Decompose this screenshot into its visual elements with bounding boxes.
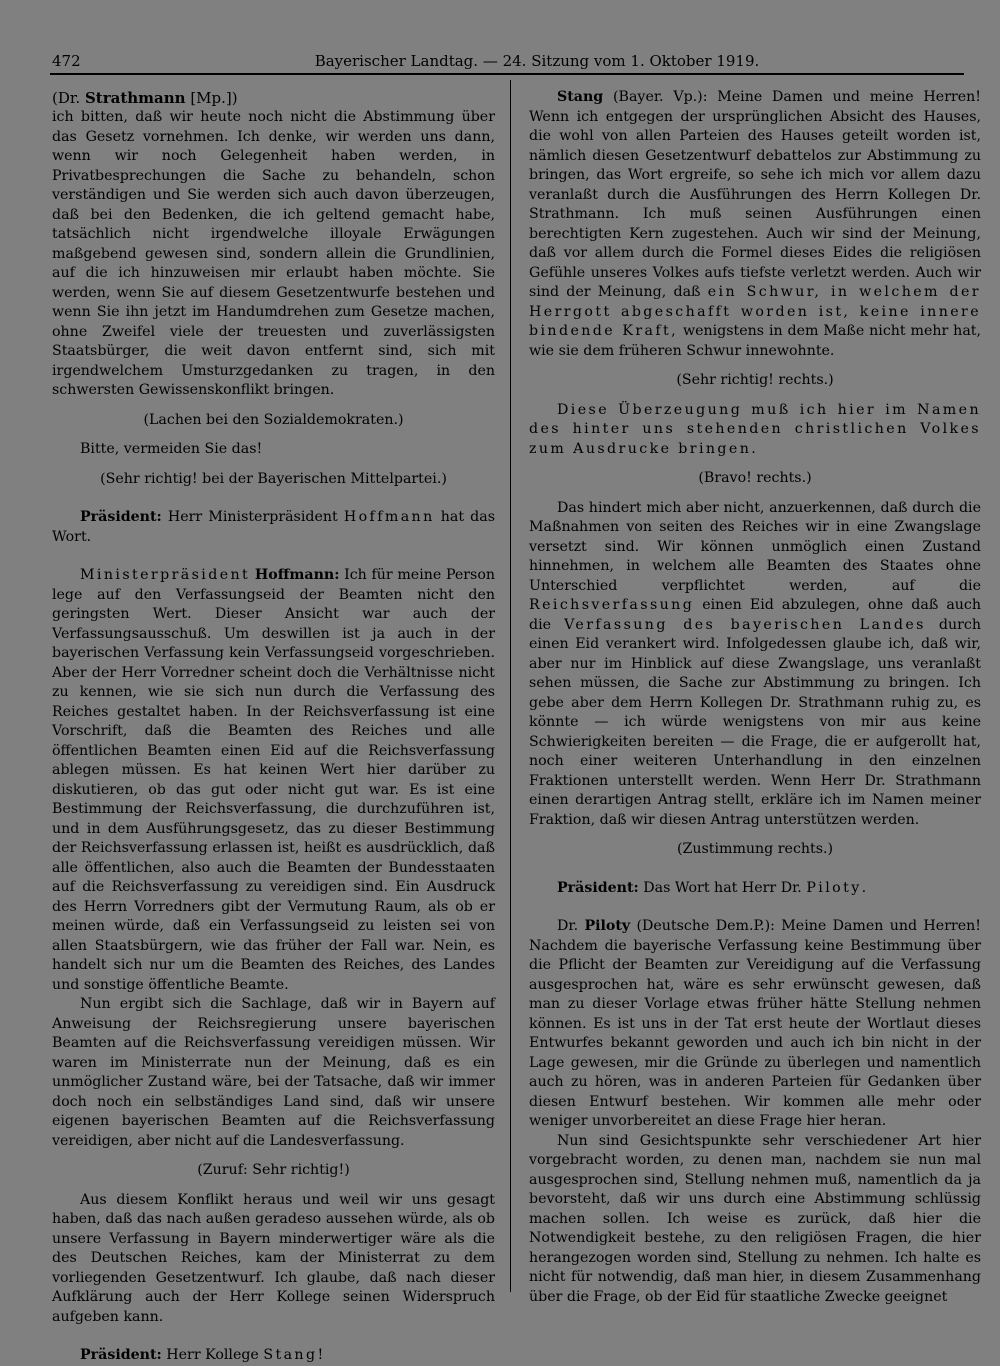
speaker-label: Präsident:	[80, 509, 162, 525]
right-column	[529, 88, 981, 1307]
interjection-note: (Bravo! rechts.)	[698, 470, 812, 486]
speaker-label: Präsident:	[80, 1347, 162, 1363]
column-divider	[510, 80, 511, 1292]
paragraph: Aus diesem Konflikt heraus und weil wir uns gesagt haben, daß das nach außen geradeso aussehen würde, als ob unsere Verfassung in Bayern minderwertiger wäre als die des Deutschen Reiches, kam der Ministerrat zu dem vorliegenden Gesetzentwurf. Ich glaube, daß nach dieser Aufklärung auch der Herr Kollege seinen Widerspruch aufgeben kann.	[52, 1191, 495, 1325]
emphasized-text: Verfassung des bayerischen Landes	[564, 616, 926, 633]
president-statement: Präsident: Das Wort hat Herr Dr. Piloty.	[557, 879, 867, 896]
stang-speech: Stang (Bayer. Vp.): Meine Damen und meine Herren! Wenn ich entgegen der ursprünglichen Absicht des Hauses, die wohl von allen Parteien des Hauses geteilt worden ist, nämlich diesen Gesetzentwurf debattelos zur Abstimmung zu bringen, das Wort ergreife, so sehe ich mich vor allem dazu veranlaßt durch die Ausführungen des Herrn Kollegen Dr. Strathmann. Ich muß seinen Ausführungen einen berechtigten Kern zugestehen. Auch wir sind der Meinung, daß vor allem durch die Formel dieses Eides die religiösen Gefühle unseres Volkes aufs tiefste verletzt werden. Auch wir sind der Meinung, daß ein Schwur, in welchem der Herrgott abgeschafft worden ist, keine innere bindende Kraft, wenigstens in dem Maße nicht mehr hat, wie sie dem früheren Schwur innewohnte.	[529, 89, 981, 359]
paragraph: Bitte, vermeiden Sie das!	[80, 441, 263, 457]
speaker-name: Strathmann	[84, 89, 186, 107]
paragraph: Nun ergibt sich die Sachlage, daß wir in Bayern auf Anweisung der Reichsregierung unsere bayerischen Beamten auf die Reichsverfassung vereidigen müssen. Wir waren im Ministerrate nun der Meinung, daß es ein unmöglicher Zustand wäre, bei der Tatsache, daß wir immer doch noch ein selbständiges Land sind, daß wir unsere eigenen bayerischen Beamten auf die Reichsverfassung vereidigen, aber nicht auf die Landesverfassung.	[52, 996, 495, 1149]
interjection-note: (Zuruf: Sehr richtig!)	[197, 1162, 350, 1178]
paragraph: Nun sind Gesichtspunkte sehr verschiedener Art hier vorgebracht worden, zu denen man, nachdem sie nun mal ausgesprochen sind, Stellung nehmen muß, namentlich da ja bevorsteht, daß wir uns durch eine Abstimmung schlüssig machen sollen. Ich weise es zurück, daß hier die Notwendigkeit bestehe, zu den religiösen Fragen, die hier herangezogen worden sind, Stellung zu nehmen. Ich halte es nicht für notwendig, daß man hier, in diesem Zusammenhang über die Frage, ob der Eid für staatliche Zwecke geeignet	[529, 1132, 981, 1305]
president-statement: Präsident: Herr Kollege Stang!	[80, 1347, 324, 1363]
spaced-name: Stang	[263, 1347, 318, 1363]
speaker-title: Ministerpräsident	[80, 567, 251, 583]
header-rule	[50, 73, 964, 75]
interjection-note: (Sehr richtig! bei der Bayerischen Mittelpartei.)	[100, 470, 447, 487]
spaced-name: Piloty	[806, 879, 862, 896]
page-header	[52, 50, 962, 72]
interjection-note: (Sehr richtig! rechts.)	[676, 372, 834, 388]
president-statement: Präsident: Herr Ministerpräsident Hoffmann hat das Wort.	[52, 509, 495, 545]
interjection-note: (Zustimmung rechts.)	[676, 841, 834, 857]
page-number: 472	[52, 52, 81, 70]
paragraph: ich bitten, daß wir heute noch nicht die Abstimmung über das Gesetz vornehmen. Ich denke, wir werden uns dann, wenn wir noch Gelegenheit haben werden, in Privatbesprechungen die Sache zu behandeln, schon verständigen und Sie werden sich auch davon überzeugen, daß bei den Bedenken, die ich geltend gemacht habe, tatsächlich nicht irgendwelche illoyale Erwägungen maßgebend gewesen sind, sondern allein die Grundlinien, auf die ich hinzuweisen mir erlaubt haben möchte. Sie werden, wenn Sie auf diesem Gesetzentwurfe bestehen und wenn Sie ihn jetzt im Handumdrehen zum Gesetze machen, ohne Zweifel viele der treuesten und zuverlässigsten Staatsbürger, die weit davon entfernt sind, sich mit irgendwelchem Umsturzgedanken zu tragen, in den schwersten Gewissenskonflikt bringen.	[52, 109, 495, 398]
piloty-speech: Dr. Piloty (Deutsche Dem.P.): Meine Damen und Herren! Nachdem die bayerische Verfassung keine Bestimmung über die Pflicht der Beamten zur Vereidigung auf die Verfassung ausgesprochen hat, wäre es sehr erwünscht gewesen, daß man zu dieser Vorlage etwas früher hätte Stellung nehmen können. Es ist uns in der Tat erst heute der Wortlaut dieses Entwurfes bekannt geworden und auch ich bin nicht in der Lage gewesen, mir die Gründe zu überlegen und namentlich auch zu hören, was in anderen Parteien für Gedanken über diesen Entwurf bestehen. Wir kommen alle mehr oder weniger unvorbereitet an diese Frage hier heran.	[529, 918, 981, 1129]
running-title: Bayerischer Landtag. — 24. Sitzung vom 1. Oktober 1919.	[314, 52, 760, 70]
paragraph: Das hindert mich aber nicht, anzuerkennen, daß durch die Maßnahmen von seiten des Reiches wir in eine Zwangslage versetzt sind. Wir können unmöglich einen Zustand hinnehmen, in welchem alle Beamten des Staates ohne Unterschied verpflichtet werden, auf die Reichsverfassung einen Eid abzulegen, ohne daß auch die Verfassung des bayerischen Landes durch einen Eid verankert wird. Infolgedessen glaube ich, daß wir, aber nur im Hinblick auf diese Zwangslage, uns veranlaßt sehen müssen, die Sache zur Abstimmung zu bringen. Ich gebe aber dem Herrn Kollegen Dr. Strathmann ruhig zu, es könnte — ich würde wenigstens von mir aus keine Schwierigkeiten bereiten — die Frage, die er aufgerollt hat, noch einer weiteren Unterhandlung in den einzelnen Fraktionen unterstellt werden. Wenn Herr Dr. Strathmann einen derartigen Antrag stellt, erkläre ich im Namen meiner Fraktion, daß wir diesen Antrag unterstützen werden.	[529, 499, 981, 828]
emphasized-text: Reichsverfassung	[529, 597, 695, 613]
speaker-label: Präsident:	[557, 879, 639, 896]
spaced-name: Hoffmann	[343, 509, 435, 525]
emphasized-paragraph: Diese Überzeugung muß ich hier im Namen des hinter uns stehenden christlichen Volkes zum Ausdrucke bringen.	[529, 401, 981, 457]
speaker-continuation-note: (Dr. Strathmann [Mp.])	[52, 89, 238, 107]
speaker-name: Piloty	[584, 918, 631, 934]
minister-speech: Ministerpräsident Hoffmann: Ich für meine Person lege auf den Verfassungseid der Beamten nicht den geringsten Wert. Dieser Ansicht war auch der Verfassungsausschuß. Um deswillen ist ja auch in der bayerischen Verfassung kein Verfassungseid vorgeschrieben. Aber der Herr Vorredner scheint doch die Verhältnisse nicht zu kennen, wie sie sich nun durch die Verfassung des Reiches gestaltet haben. In der Reichsverfassung ist eine Vorschrift, daß die Beamten des Reiches und alle öffentlichen Beamten einen Eid auf die Reichsverfassung ablegen müssen. Es hat keinen Wert hier darüber zu diskutieren, ob das gut oder nicht gut war. Es ist eine Bestimmung der Reichsverfassung, die durchzuführen ist, und in dem Ausführungsgesetz, das zu dieser Bestimmung der Reichsverfassung erlassen ist, heißt es ausdrücklich, daß alle öffentlichen, also auch die Beamten der Bundesstaaten auf die Reichsverfassung zu vereidigen sind. Ein Ausdruck des Herrn Vorredners gibt der Vermutung Raum, als ob er meinen würde, daß ein Verfassungseid zu leisten sei von allen Staatsbürgern, wie das früher der Fall war. Nein, es handelt sich nur um die Beamten des Reiches, des Landes und sonstige öffentliche Beamte.	[52, 567, 495, 993]
emphasized-text: ein Schwur, in welchem der Herrgott abgeschafft worden ist, keine innere bindende Kraft,	[529, 284, 981, 339]
interjection-note: (Lachen bei den Sozialdemokraten.)	[143, 411, 404, 428]
left-column	[52, 88, 495, 1366]
speaker-name: Stang	[557, 89, 604, 105]
speaker-name: Hoffmann:	[254, 567, 340, 583]
